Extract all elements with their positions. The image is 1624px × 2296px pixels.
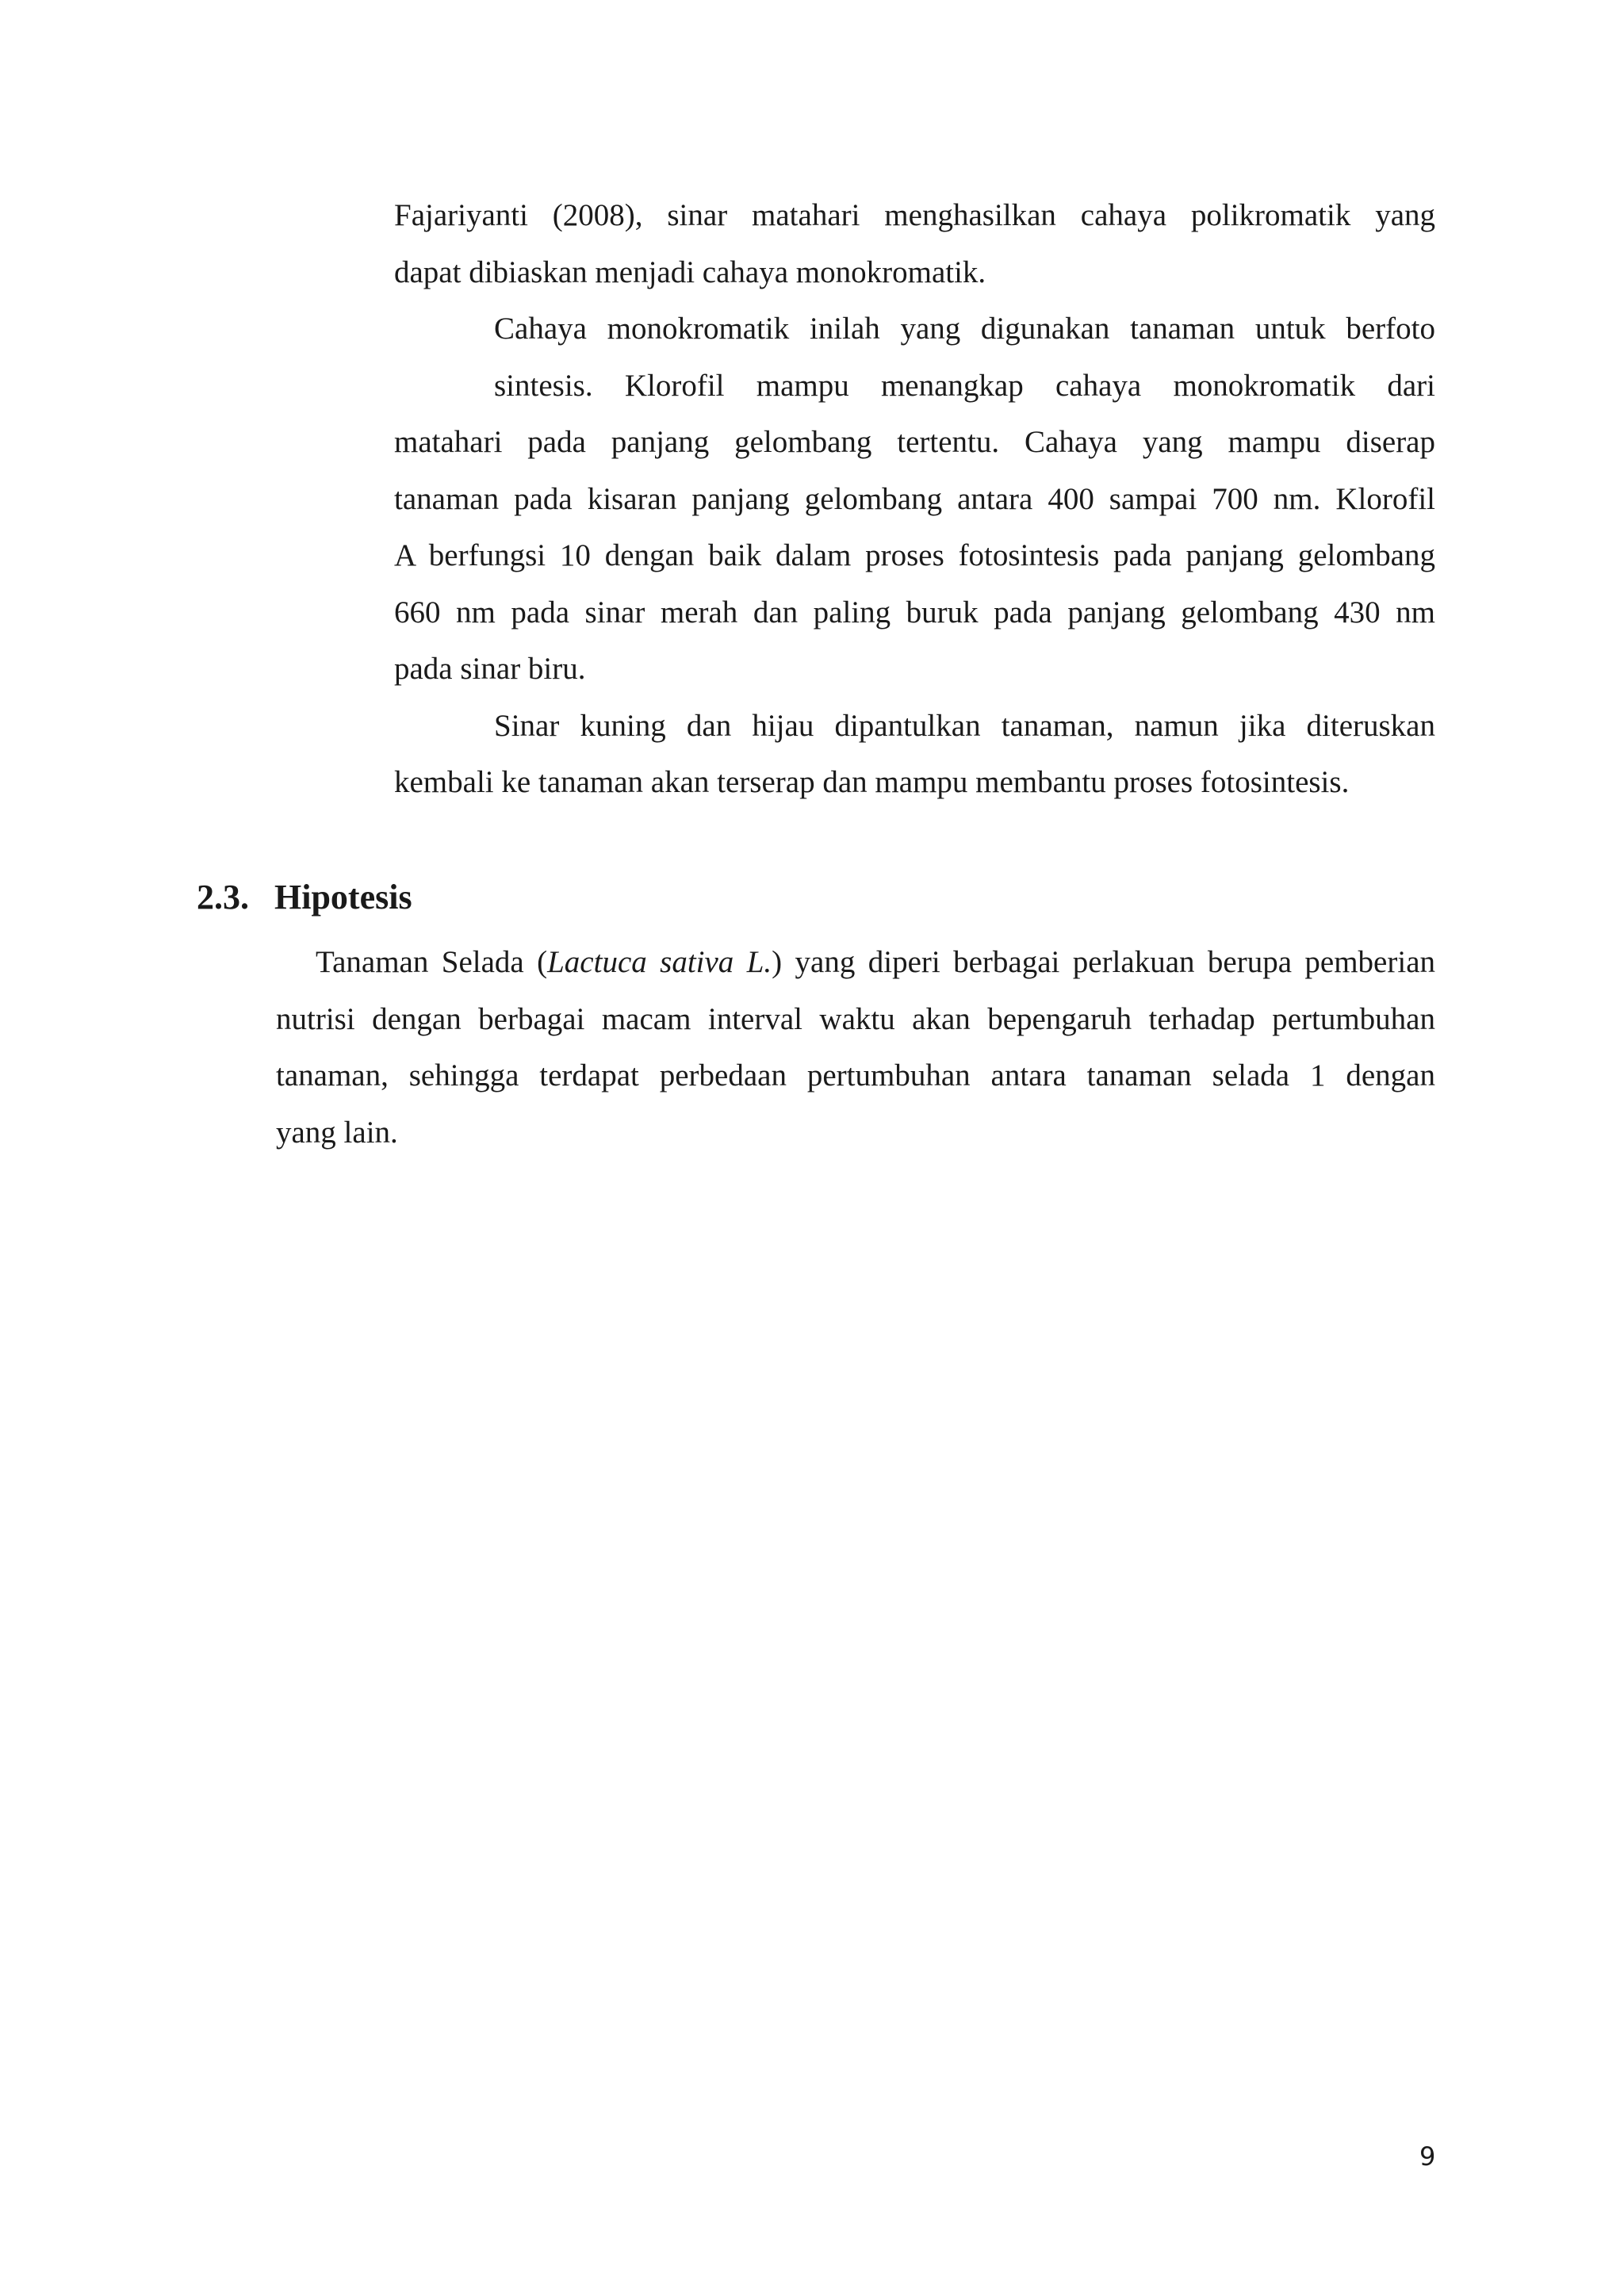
body-line: A berfungsi 10 dengan baik dalam proses fotosintesis pada panjang gelombang bbox=[394, 538, 1435, 572]
page-number: 9 bbox=[1419, 2141, 1436, 2172]
body-line: sintesis. Klorofil mampu menangkap cahaya monokromatik dari bbox=[494, 369, 1435, 403]
body-line: pada sinar biru. bbox=[394, 652, 586, 686]
hypothesis-line: yang lain. bbox=[276, 1115, 398, 1150]
species-name: Lactuca sativa L. bbox=[547, 945, 772, 979]
body-line: 660 nm pada sinar merah dan paling buruk pada panjang gelombang 430 nm bbox=[394, 595, 1435, 629]
section-heading bbox=[197, 875, 412, 920]
section-number: 2.3. bbox=[197, 878, 249, 916]
body-line: Cahaya monokromatik inilah yang digunakan tanaman untuk berfoto bbox=[494, 312, 1435, 346]
hypothesis-text: Tanaman Selada ( bbox=[316, 945, 548, 979]
hypothesis-line bbox=[316, 943, 1435, 982]
body-line: dapat dibiaskan menjadi cahaya monokromatik. bbox=[394, 255, 986, 289]
hypothesis-line: nutrisi dengan berbagai macam interval waktu akan bepengaruh terhadap pertumbuhan bbox=[276, 1002, 1435, 1036]
body-line: Fajariyanti (2008), sinar matahari menghasilkan cahaya polikromatik yang bbox=[394, 198, 1435, 232]
body-line: matahari pada panjang gelombang tertentu. Cahaya yang mampu diserap bbox=[394, 425, 1435, 459]
section-title: Hipotesis bbox=[274, 878, 412, 916]
hypothesis-text: ) yang diperi berbagai perlakuan berupa pemberian bbox=[772, 945, 1436, 979]
body-line: Sinar kuning dan hijau dipantulkan tanaman, namun jika diteruskan bbox=[494, 709, 1435, 743]
body-line: kembali ke tanaman akan terserap dan mampu membantu proses fotosintesis. bbox=[394, 765, 1350, 799]
hypothesis-line: tanaman, sehingga terdapat perbedaan pertumbuhan antara tanaman selada 1 dengan bbox=[276, 1058, 1435, 1093]
body-line: tanaman pada kisaran panjang gelombang antara 400 sampai 700 nm. Klorofil bbox=[394, 482, 1435, 516]
